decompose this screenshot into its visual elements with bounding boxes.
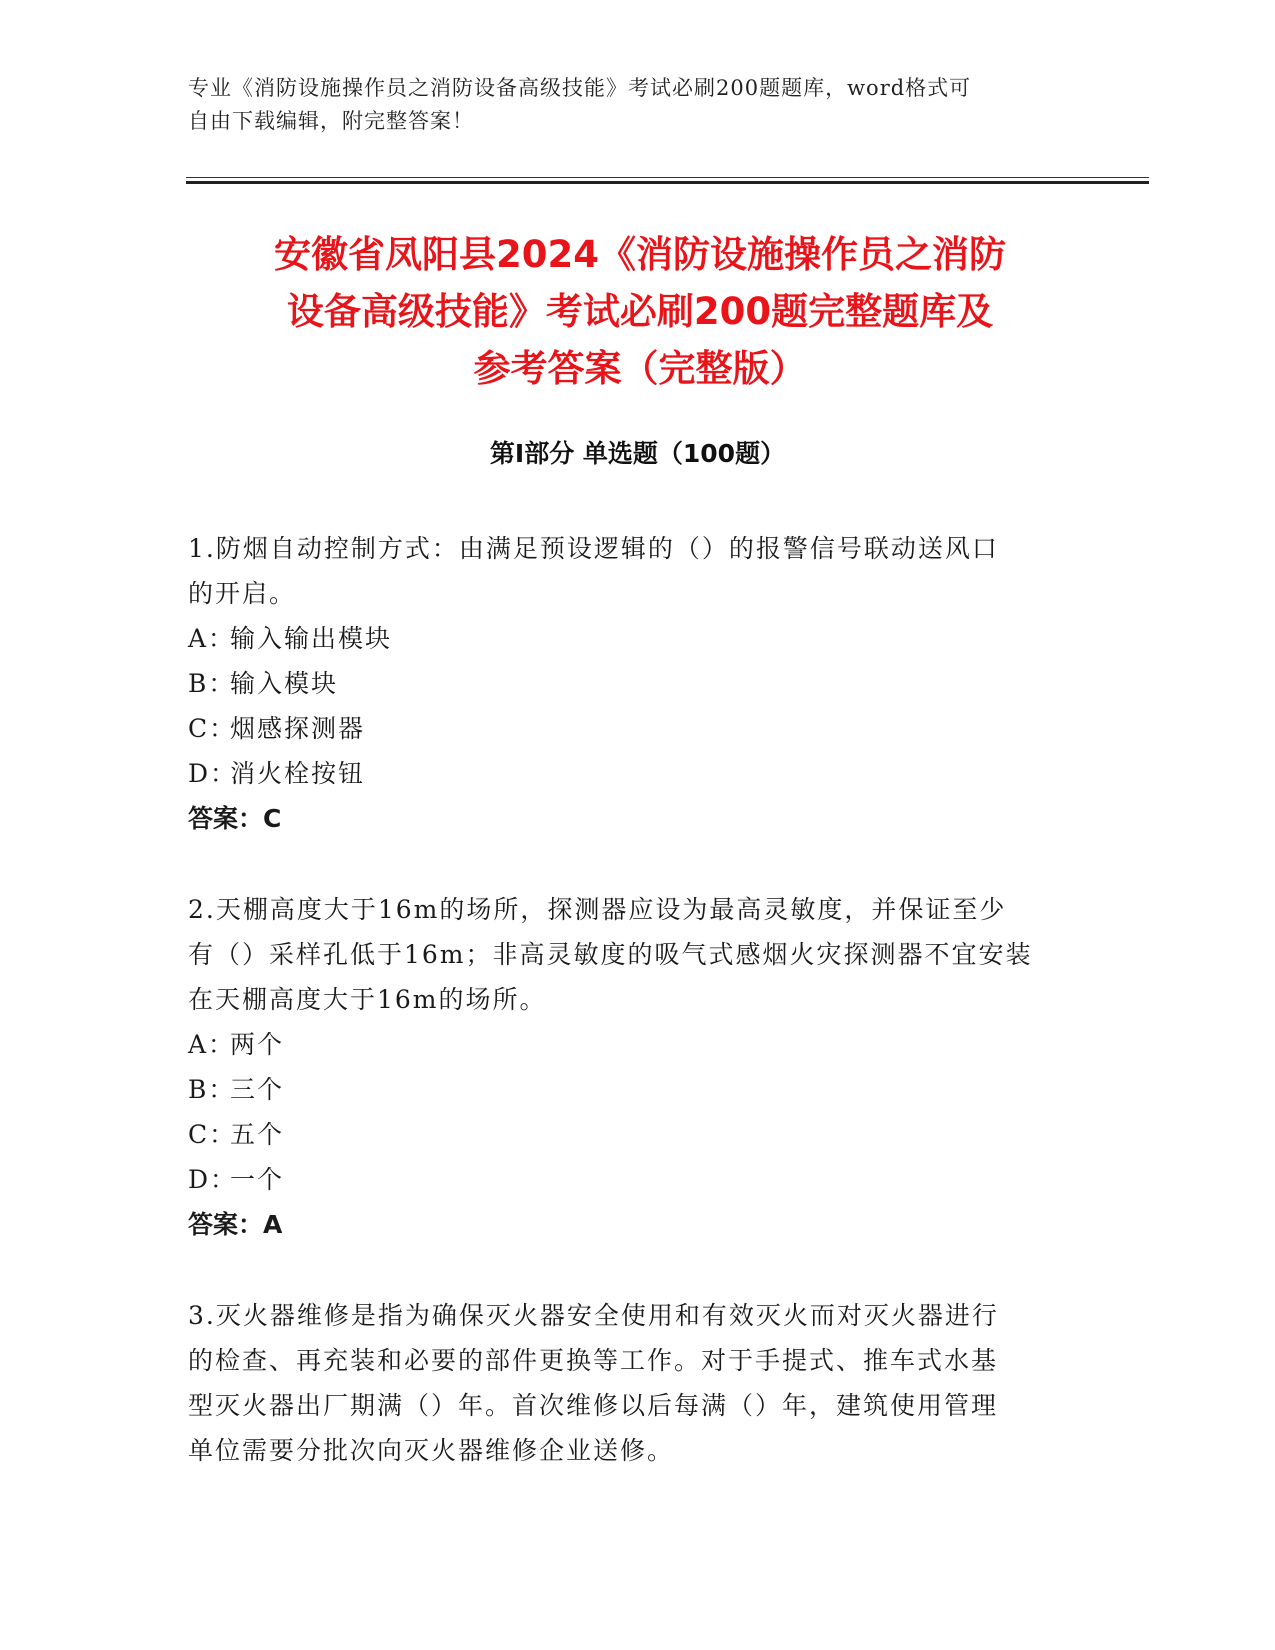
question-stem-line: 的开启。	[188, 579, 297, 608]
option-key: A：	[188, 1030, 236, 1059]
question-stem-line: 3.灭火器维修是指为确保灭火器安全使用和有效灭火而对灭火器进行	[188, 1301, 999, 1330]
option-text: 输入模块	[230, 669, 339, 698]
question-option	[188, 706, 1078, 751]
option-text: 一个	[230, 1165, 285, 1194]
option-key: C：	[188, 1120, 237, 1149]
option-text: 烟感探测器	[230, 714, 366, 743]
question-answer: 答案：A	[188, 1210, 283, 1239]
document-title-line-3: 参考答案（完整版）	[473, 347, 807, 390]
option-key: B：	[188, 669, 236, 698]
header-note-line-2: 自由下载编辑，附完整答案！	[188, 109, 474, 133]
section-title: 第I部分 单选题（100题）	[489, 439, 786, 468]
question-stem-line: 有（）采样孔低于16m；非高灵敏度的吸气式感烟火灾探测器不宜安装	[188, 940, 1033, 969]
question-item	[188, 887, 1078, 1247]
option-key: D：	[188, 1165, 238, 1194]
header-divider-thin	[186, 177, 1149, 178]
question-stem-line: 2.天棚高度大于16m的场所，探测器应设为最高灵敏度，并保证至少	[188, 895, 1007, 924]
option-text: 输入输出模块	[230, 624, 393, 653]
question-item	[188, 526, 1078, 841]
header-divider-thick	[186, 181, 1149, 184]
question-stem-line: 型灭火器出厂期满（）年。首次维修以后每满（）年，建筑使用管理	[188, 1391, 999, 1420]
option-key: D：	[188, 759, 238, 788]
question-option	[188, 1157, 1078, 1202]
option-key: C：	[188, 714, 237, 743]
question-answer: 答案：C	[188, 804, 282, 833]
question-stem-line: 1.防烟自动控制方式：由满足预设逻辑的（）的报警信号联动送风口	[188, 534, 999, 563]
question-stem-line: 的检查、再充装和必要的部件更换等工作。对于手提式、推车式水基	[188, 1346, 999, 1375]
document-title-line-2: 设备高级技能》考试必刷200题完整题库及	[286, 290, 994, 333]
header-note	[188, 72, 1088, 138]
document-title-line-1: 安徽省凤阳县2024《消防设施操作员之消防	[274, 233, 1006, 276]
option-text: 五个	[230, 1120, 285, 1149]
header-note-line-1: 专业《消防设施操作员之消防设备高级技能》考试必刷200题题库，word格式可	[188, 76, 972, 100]
option-key: A：	[188, 624, 236, 653]
question-option	[188, 616, 1078, 661]
question-option	[188, 661, 1078, 706]
question-option	[188, 751, 1078, 796]
option-text: 消火栓按钮	[230, 759, 366, 788]
question-list	[188, 526, 1078, 1519]
question-option	[188, 1022, 1078, 1067]
question-option	[188, 1067, 1078, 1112]
question-stem-line: 单位需要分批次向灭火器维修企业送修。	[188, 1436, 675, 1465]
question-option	[188, 1112, 1078, 1157]
question-stem-line: 在天棚高度大于16m的场所。	[188, 985, 547, 1014]
option-key: B：	[188, 1075, 236, 1104]
option-text: 两个	[230, 1030, 285, 1059]
question-item	[188, 1293, 1078, 1473]
document-title	[150, 226, 1130, 397]
option-text: 三个	[230, 1075, 285, 1104]
